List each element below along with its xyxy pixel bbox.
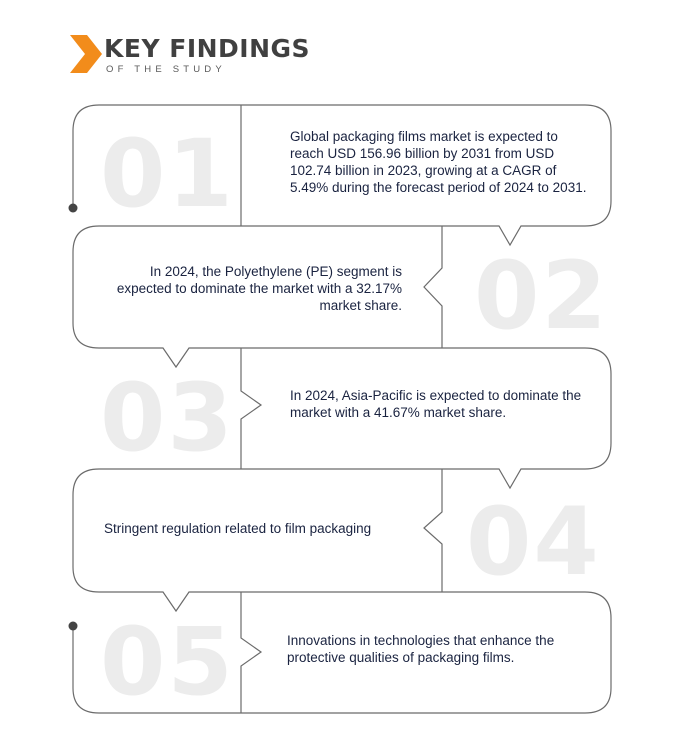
divider-row-5 (241, 592, 261, 713)
timeline-dot-end (69, 622, 78, 631)
divider-row-2 (424, 226, 442, 348)
chevron-logo-icon (70, 35, 102, 73)
finding-number-2: 02 (474, 242, 609, 351)
page-title: KEY FINDINGS (104, 34, 311, 63)
finding-number-5: 05 (100, 608, 235, 717)
timeline-dot-start (69, 204, 78, 213)
finding-number-1: 01 (100, 120, 235, 229)
divider-row-3 (241, 348, 261, 469)
finding-number-3: 03 (100, 364, 235, 473)
finding-text-1: Global packaging films market is expected to reach USD 156.96 billion by 2031 from USD 102.74 billion in 2023, growing at a CAGR of 5.49% during the forecast period of 2024 to 2031. (290, 129, 587, 195)
finding-number-4: 04 (466, 488, 601, 597)
finding-text-2: In 2024, the Polyethylene (PE) segment is expected to dominate the market with a 32.17% market share. (116, 264, 402, 313)
finding-text-4: Stringent regulation related to film packaging (104, 521, 372, 536)
finding-text-5: Innovations in technologies that enhance the protective qualities of packaging films. (287, 633, 555, 665)
page-subtitle: OF THE STUDY (106, 64, 226, 75)
finding-text-3: In 2024, Asia-Pacific is expected to dominate the market with a 41.67% market share. (290, 388, 582, 420)
divider-row-4 (424, 469, 442, 592)
